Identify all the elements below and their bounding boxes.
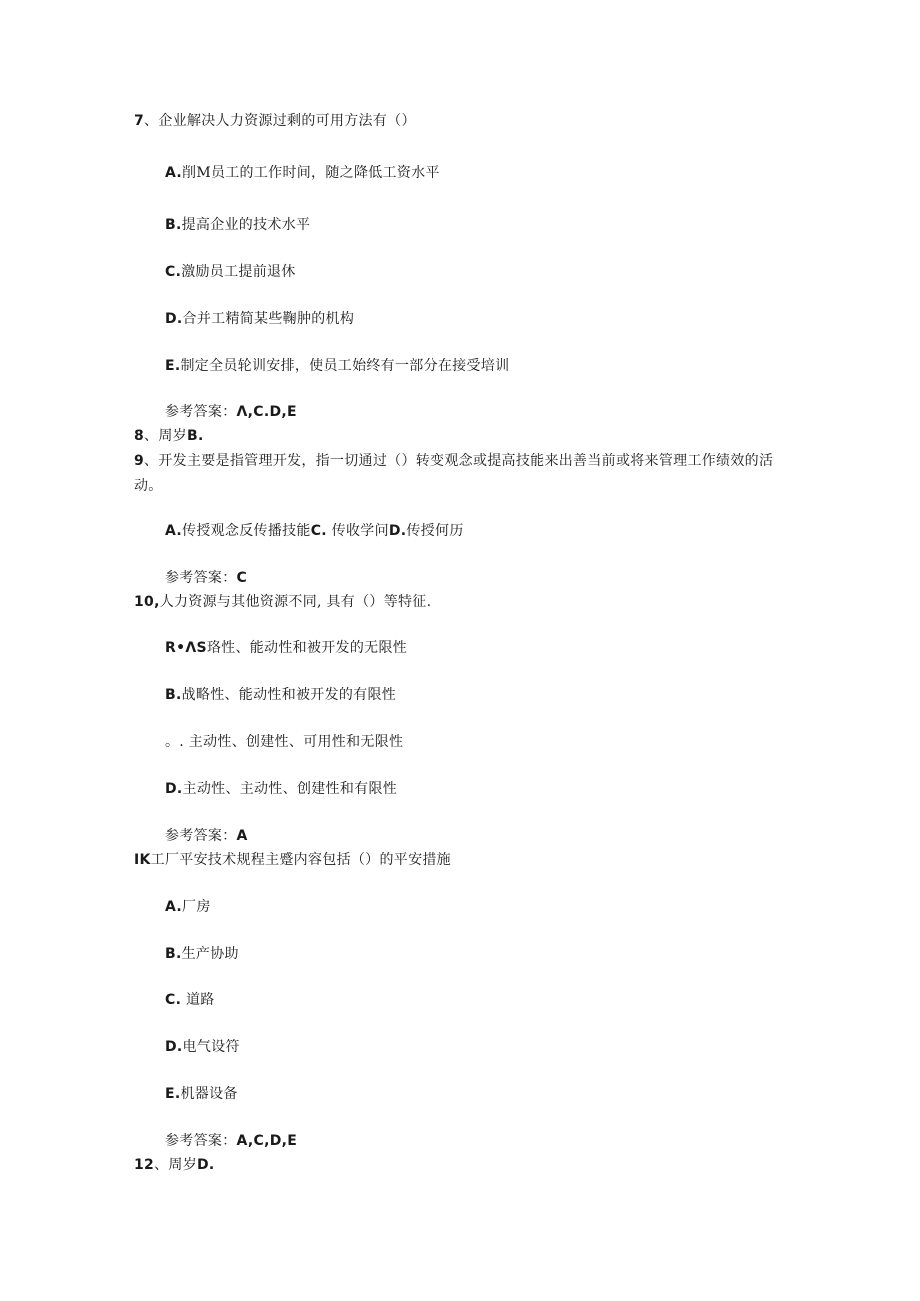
answer-line (165, 1131, 297, 1151)
question-number: IK (134, 852, 151, 868)
option-text: 机器设备 (180, 1086, 238, 1102)
option-text: 厂房 (182, 899, 211, 915)
option-c (165, 262, 296, 282)
option-a (165, 897, 211, 917)
answer-label: 参考答案： (165, 1133, 237, 1149)
question-10 (134, 592, 431, 612)
option-text: 传收学问 (326, 523, 389, 539)
option-key: A. (165, 523, 183, 539)
question-separator: 、 (144, 113, 159, 129)
question-text: 开发主要是指管理开发，指一切通过（）转变观念或提高技能来出善当前或将来管理工作绩效的活动。 (134, 453, 774, 494)
option-d (165, 1037, 240, 1057)
option-key: A. (165, 165, 183, 181)
option-c (165, 990, 215, 1010)
option-key: D. (165, 781, 183, 797)
answer-value: C (236, 570, 248, 586)
option-text: 电气设符 (182, 1039, 240, 1055)
option-e (165, 1084, 238, 1104)
answer-line (165, 402, 297, 422)
options-inline (165, 521, 464, 541)
option-text: 合并工精简某些鞠肿的机构 (182, 311, 355, 327)
option-text: 珞性、能动性和被开发的无限性 (206, 640, 408, 656)
question-7 (134, 111, 416, 131)
option-key: A. (165, 899, 183, 915)
answer-value: Λ,C.D,E (236, 404, 297, 420)
option-text: 战略性、能动性和被开发的有限性 (181, 687, 397, 703)
option-key: C. (165, 992, 182, 1008)
option-text: 制定全员轮训安排，使员工始终有一部分在接受培训 (180, 358, 510, 374)
option-key: B. (165, 946, 182, 962)
question-number: 10, (134, 594, 160, 610)
question-separator: 、 (144, 428, 159, 444)
question-text: 企业解决人力资源过剩的可用方法有（） (158, 113, 416, 129)
option-text: 激励员工提前退休 (181, 264, 296, 280)
option-d (165, 309, 354, 329)
option-key: D. (165, 1039, 183, 1055)
question-suffix: D. (197, 1157, 215, 1173)
answer-line (165, 568, 247, 588)
option-a (165, 638, 407, 658)
option-b (165, 685, 396, 705)
answer-line (165, 826, 248, 846)
question-text: 工厂平安技术规程主蹙内容包括（）的平安措施 (150, 852, 451, 868)
question-number: 8 (134, 428, 145, 444)
option-e (165, 356, 509, 376)
option-text: 道路 (181, 992, 215, 1008)
question-text: 周岁 (168, 1157, 198, 1173)
question-text: 周岁 (158, 428, 187, 444)
option-text: 生产协助 (181, 946, 239, 962)
question-number: 7 (134, 113, 145, 129)
option-c (165, 732, 403, 752)
option-text: 主动性、主动性、创建性和有限性 (182, 781, 398, 797)
option-key: E. (165, 1086, 181, 1102)
option-text: 提高企业的技术水平 (181, 217, 311, 233)
option-key: C. (165, 264, 182, 280)
option-key: E. (165, 358, 181, 374)
question-separator: 、 (154, 1157, 169, 1173)
question-number: 9 (134, 453, 145, 469)
option-text: 削M员工的工作时间，随之降低工资水平 (182, 165, 440, 181)
option-text: 传授何历 (406, 523, 464, 539)
question-separator: 、 (144, 453, 159, 469)
question-9 (134, 449, 794, 499)
question-8 (134, 426, 204, 446)
answer-value: A,C,D,E (236, 1133, 298, 1149)
question-suffix: B. (186, 428, 204, 444)
answer-label: 参考答案： (165, 828, 237, 844)
option-a (165, 163, 440, 183)
option-key: R•ΛS (165, 640, 207, 656)
option-key: D. (388, 523, 407, 539)
question-12 (134, 1155, 215, 1175)
question-text: 人力资源与其他资源不同, 具有（）等特征. (159, 594, 432, 610)
question-11 (134, 850, 451, 870)
option-text: 传授观念反传播技能 (182, 523, 311, 539)
option-key: C. (310, 523, 327, 539)
option-b (165, 944, 239, 964)
option-d (165, 779, 397, 799)
option-key: B. (165, 217, 182, 233)
answer-label: 参考答案： (165, 404, 237, 420)
answer-label: 参考答案： (165, 570, 237, 586)
option-b (165, 215, 310, 235)
answer-value: A (236, 828, 248, 844)
option-key: D. (165, 311, 183, 327)
option-key: B. (165, 687, 182, 703)
option-text: 。. 主动性、创建性、可用性和无限性 (165, 734, 404, 750)
question-number: 12 (134, 1157, 155, 1173)
